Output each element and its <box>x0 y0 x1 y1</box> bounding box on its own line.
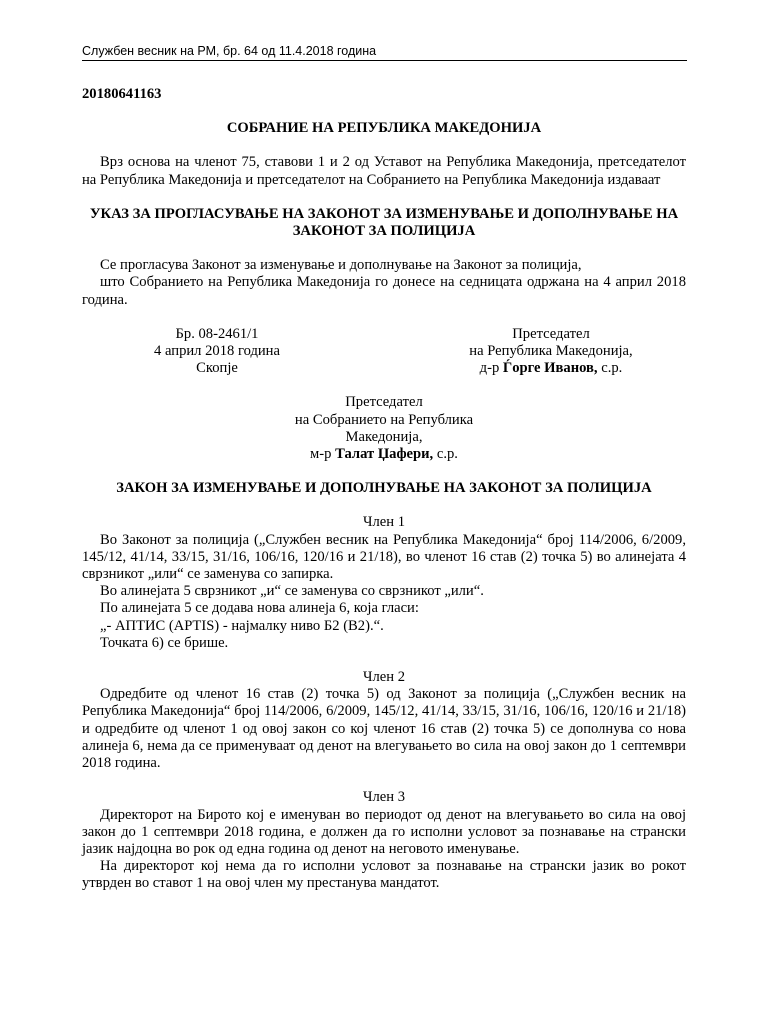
article-3-heading: Член 3 <box>363 789 405 806</box>
signature-row <box>82 326 686 378</box>
decree-title: УКАЗ ЗА ПРОГЛАСУВАЊЕ НА ЗАКОНОТ ЗА ИЗМЕНУВАЊЕ И ДОПОЛНУВАЊЕ НА ЗАКОНОТ ЗА ПОЛИЦИЈА <box>89 205 679 240</box>
article-3 <box>82 789 686 892</box>
signature-reference-block <box>82 326 352 378</box>
article-1-paragraph-4: „- АПТИС (APTIS) - најмалку ниво Б2 (В2).“. <box>100 617 384 634</box>
article-2-paragraph-1: Одредбите од членот 16 став (2) точка 5) од Законот за полиција („Службен весник на Република Македонија“ број 114/2006, 6/2009, 145/12, 41/14, 33/15, 31/16, 106/16, 120/16 и 21/18) и одредбите од членот 1 од овој закон со кој членот 16 став (2) точка 5) се дополнува со нова алинеја 6, нема да се применуваат од денот на влегувањето во сила на овој закон до 1 септември 2018 година. <box>82 686 686 772</box>
article-3-paragraph-2: На директорот кој нема да го исполни условот за познавање на странски јазик во рокот утврден во ставот 1 на овој член му престанува мандатот. <box>82 858 686 892</box>
president-name: Ѓорге Иванов, <box>502 360 598 377</box>
reference-number: Бр. 08-2461/1 <box>175 325 259 342</box>
proclamation-line-1: Се прогласува Законот за изменување и дополнување на Законот за полиција, <box>100 257 582 274</box>
assembly-of-line-2: Македонија, <box>345 428 423 445</box>
proclamation-line-2: што Собранието на Република Македонија го донесе на седницата одржана на 4 април 2018 година. <box>82 274 686 308</box>
signature-president-block <box>416 326 686 378</box>
article-1-paragraph-2: Во алинејата 5 сврзникот „и“ се заменува со сврзникот „или“. <box>100 583 484 600</box>
article-1 <box>82 514 686 652</box>
president-prefix: д-р <box>479 360 500 377</box>
president-suffix: с.р. <box>601 360 623 377</box>
article-1-heading: Член 1 <box>363 514 405 531</box>
reference-place: Скопје <box>196 360 238 377</box>
assembly-president-role: Претседател <box>345 394 423 411</box>
president-role: Претседател <box>512 325 590 342</box>
signature-assembly-block <box>82 394 686 463</box>
assembly-of-line-1: на Собранието на Република <box>294 411 474 428</box>
article-3-paragraph-1: Директорот на Бирото кој е именуван во периодот од денот на влегувањето во сила на овој закон до 1 септември 2018 година, е должен да го исполни условот за познавање на странски јазик најдоцна во рок од една година од денот на неговото именување. <box>82 806 686 857</box>
assembly-president-signature <box>82 446 686 463</box>
gazette-header: Службен весник на РМ, бр. 64 од 11.4.2018 година <box>82 43 687 61</box>
assembly-president-suffix: с.р. <box>436 446 458 463</box>
proclamation <box>82 257 686 309</box>
president-of: на Република Македонија, <box>469 343 633 360</box>
article-2 <box>82 669 686 772</box>
article-1-paragraph-3: По алинејата 5 се додава нова алинеја 6, која гласи: <box>100 600 419 617</box>
article-2-heading: Член 2 <box>363 669 405 686</box>
president-signature <box>416 360 686 377</box>
assembly-president-prefix: м-р <box>310 446 332 463</box>
article-1-paragraph-1: Во Законот за полиција („Службен весник на Република Македонија“ број 114/2006, 6/2009, 145/12, 41/14, 33/15, 31/16, 106/16, 120/16 и 21/18), во членот 16 став (2) точка 5) во алинејата 4 сврзникот „или“ се заменува со запирка. <box>82 531 686 583</box>
article-1-paragraph-5: Точката 6) се брише. <box>100 634 229 651</box>
reference-date: 4 април 2018 година <box>154 343 280 360</box>
law-title: ЗАКОН ЗА ИЗМЕНУВАЊЕ И ДОПОЛНУВАЊЕ НА ЗАКОНОТ ЗА ПОЛИЦИЈА <box>116 480 652 497</box>
issuer-title: СОБРАНИЕ НА РЕПУБЛИКА МАКЕДОНИЈА <box>226 120 542 137</box>
assembly-president-name: Талат Џафери, <box>335 446 434 463</box>
intro-paragraph: Врз основа на членот 75, ставови 1 и 2 од Уставот на Република Македонија, претседателот на Република Македонија и претседателот на Собранието на Република Македонија издаваат <box>82 154 686 188</box>
document-body <box>82 86 686 910</box>
document-number: 20180641163 <box>82 86 162 102</box>
